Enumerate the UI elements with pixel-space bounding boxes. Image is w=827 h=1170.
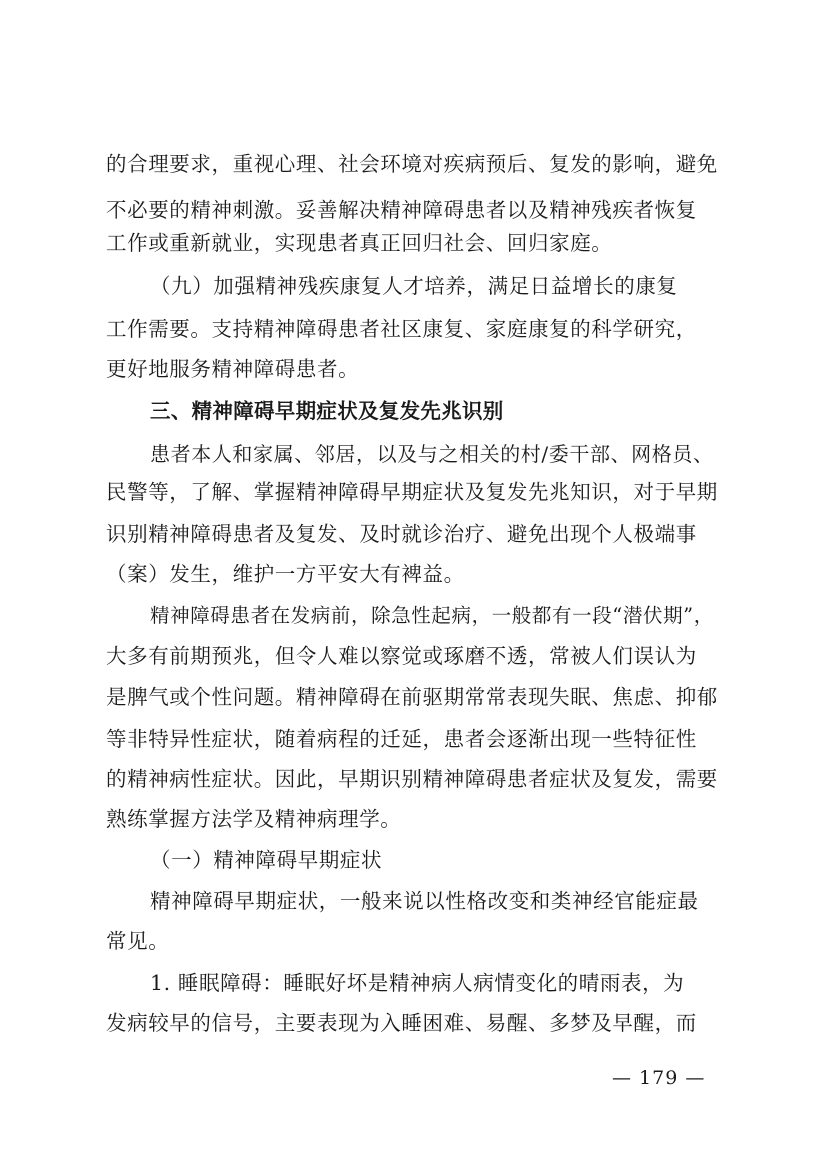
page-number: — 179 — — [612, 1067, 706, 1089]
section-heading: 三、精神障碍早期症状及复发先兆识别 — [150, 399, 504, 423]
body-text-line: 是脾气或个性问题。精神障碍在前驱期常常表现失眠、焦虑、抑郁 — [106, 685, 718, 709]
body-text-line: 熟练掌握方法学及精神病理学。 — [106, 807, 402, 831]
body-text-line: 识别精神障碍患者及复发、及时就诊治疗、避免出现个人极端事 — [106, 522, 697, 546]
paragraph-first-line: （九）加强精神残疾康复人才培养，满足日益增长的康复 — [150, 274, 678, 298]
body-text-line: 等非特异性症状，随着病程的迁延，患者会逐渐出现一些特征性 — [106, 727, 697, 751]
body-text-line: 大多有前期预兆，但令人难以察觉或琢磨不透，常被人们误认为 — [106, 644, 697, 668]
paragraph-first-line: 1. 睡眠障碍：睡眠好坏是精神病人病情变化的晴雨表，为 — [150, 971, 685, 995]
body-text-line: 工作或重新就业，实现患者真正回归社会、回归家庭。 — [106, 231, 613, 255]
body-text-line: 工作需要。支持精神障碍患者社区康复、家庭康复的科学研究， — [106, 317, 697, 341]
body-text-line: 发病较早的信号，主要表现为入睡困难、易醒、多梦及早醒，而 — [106, 1011, 697, 1035]
body-text-line: 民警等，了解、掌握精神障碍早期症状及复发先兆知识，对于早期 — [106, 480, 718, 504]
body-text-line: 的合理要求，重视心理、社会环境对疾病预后、复发的影响，避免 — [106, 152, 718, 176]
paragraph-first-line: 精神障碍早期症状，一般来说以性格改变和类神经官能症最 — [150, 889, 699, 913]
body-text-line: 常见。 — [106, 929, 170, 953]
body-text-line: 的精神病性症状。因此，早期识别精神障碍患者症状及复发，需要 — [106, 767, 718, 791]
paragraph-first-line: 精神障碍患者在发病前，除急性起病，一般都有一段“潜伏期”， — [150, 604, 714, 627]
body-text-line: 更好地服务精神障碍患者。 — [106, 357, 360, 381]
body-text-line: （案）发生，维护一方平安大有裨益。 — [106, 562, 465, 586]
subsection-heading: （一）精神障碍早期症状 — [150, 848, 383, 872]
paragraph-first-line: 患者本人和家属、邻居，以及与之相关的村/委干部、网格员、 — [150, 442, 714, 466]
body-text-line: 不必要的精神刺激。妥善解决精神障碍患者以及精神残疾者恢复 — [106, 198, 697, 222]
